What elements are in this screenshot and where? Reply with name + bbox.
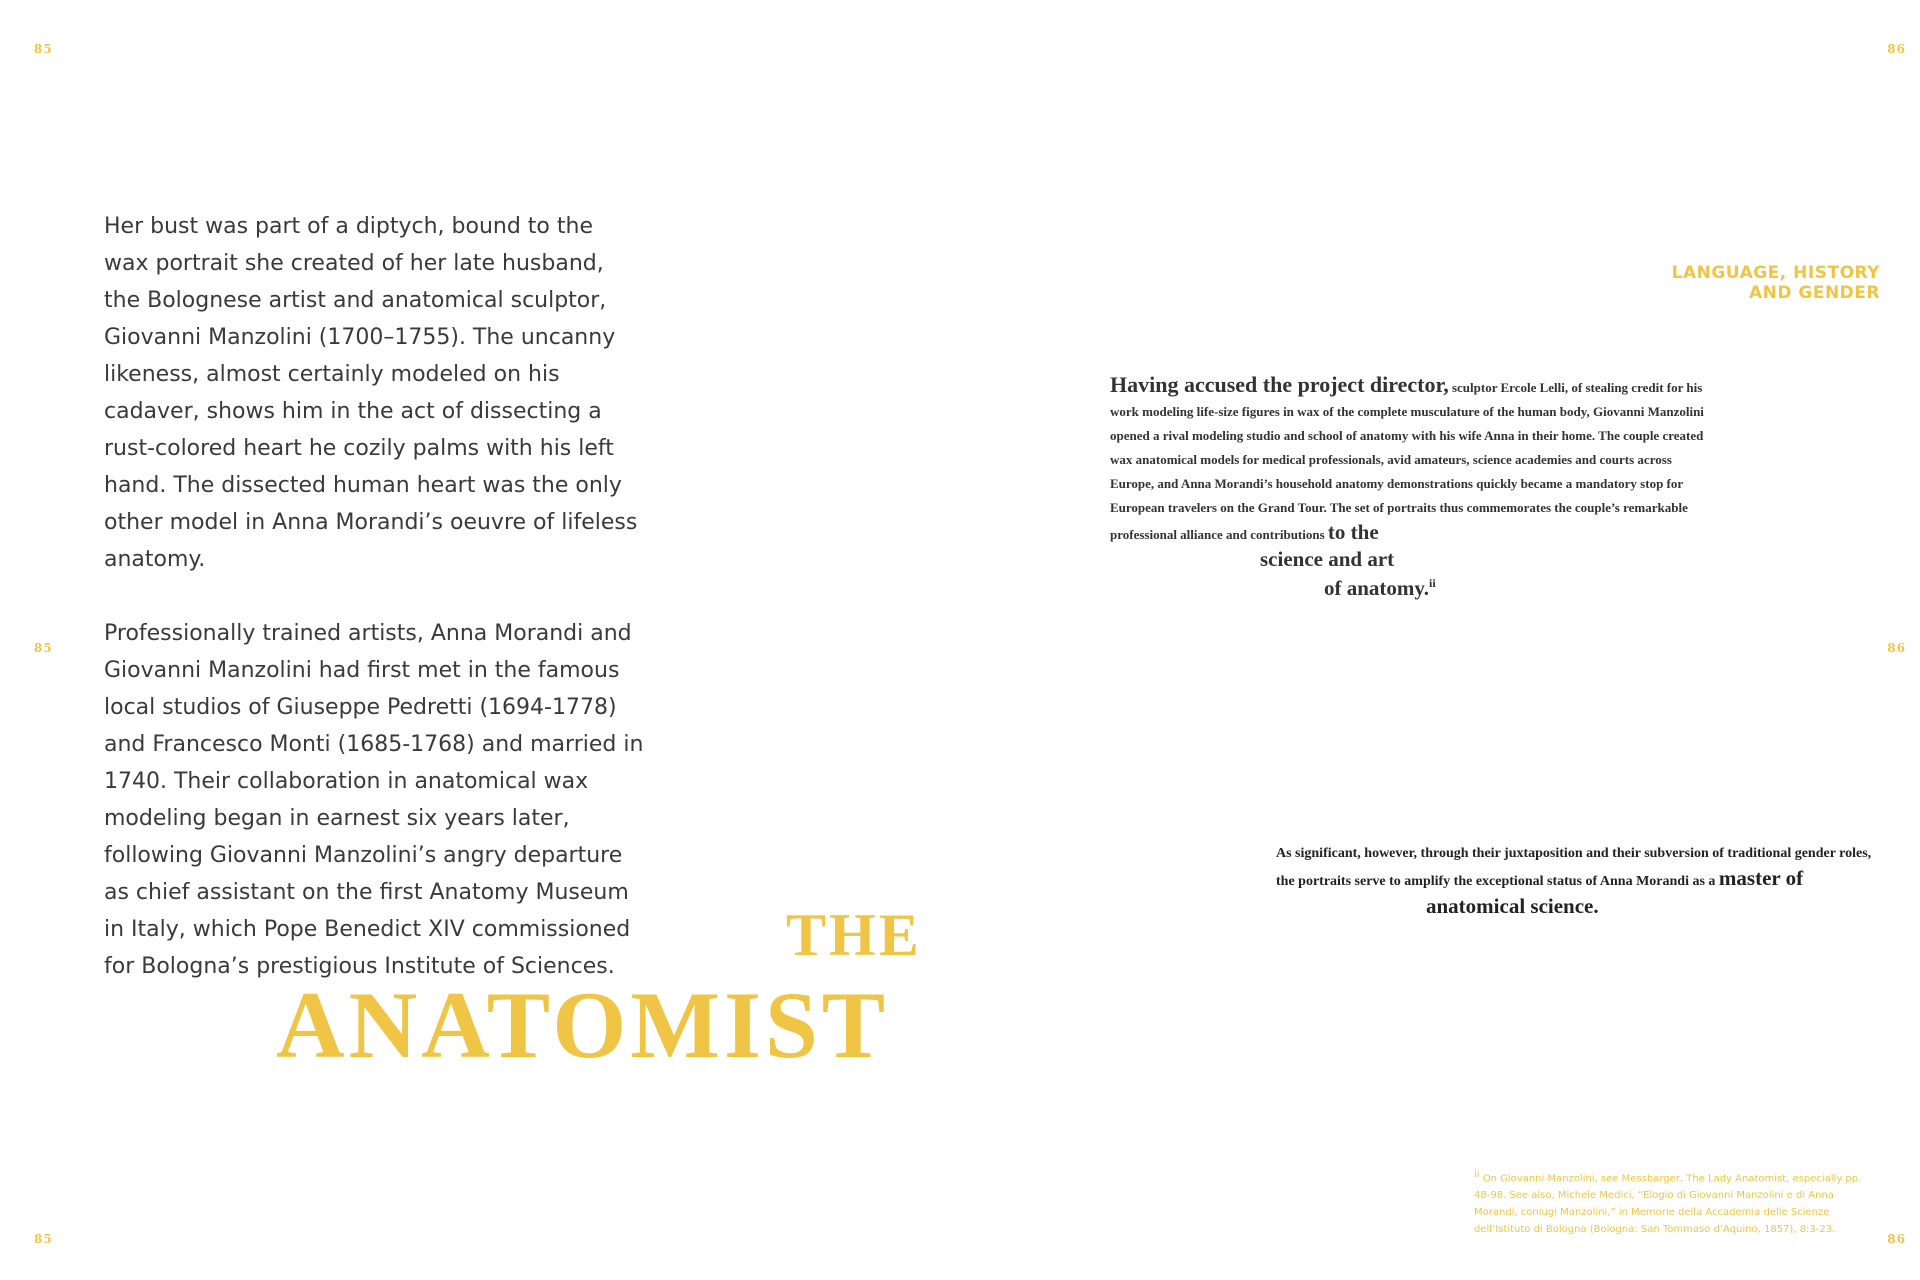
chapter-title-anatomist: ANATOMIST: [276, 972, 890, 1078]
section-label: [1672, 263, 1880, 303]
footnote-marker: ii: [1474, 1169, 1480, 1180]
pull-quote-2: [1276, 842, 1876, 918]
footnote-text: On Giovanni Manzolini, see Messbarger, The Lady Anatomist, especially pp. 48-98. See also, Michele Medici, “Elogio di Giovanni Manzolini e di Anna Morandi, coniugi Manzolini,” in Memorie della Accademia delle Scienze dell’Istituto di Bologna (Bologna: San Tommaso d’Aquino, 1857), 8:3-23.: [1474, 1173, 1862, 1236]
pull-quote-1-tail-3-text: of anatomy.: [1324, 576, 1429, 600]
body-paragraph-2: Professionally trained artists, Anna Morandi and Giovanni Manzolini had first met in the famous local studios of Giuseppe Pedretti (1694-1778) and Francesco Monti (1685-1768) and married in 1740. Their collaboration in anatomical wax modeling began in earnest six years later, following Giovanni Manzolini’s angry departure as chief assistant on the first Anatomy Museum in Italy, which Pope Benedict XIV commissioned for Bologna’s prestigious Institute of Sciences.: [104, 621, 644, 979]
body-paragraph-1: Her bust was part of a diptych, bound to the wax portrait she created of her late husband, the Bolognese artist and anatomical sculptor, Giovanni Manzolini (1700–1755). The uncanny likeness, almost certainly modeled on his cadaver, shows him in the act of dissecting a rust-colored heart he cozily palms with his left hand. The dissected human heart was the only other model in Anna Morandi’s oeuvre of lifeless anatomy.: [104, 214, 638, 572]
folio-left-top: 85: [34, 42, 53, 56]
footnote: [1474, 1166, 1874, 1238]
folio-right-middle: 86: [1887, 641, 1906, 655]
pull-quote-1: [1110, 372, 1710, 600]
chapter-title-the: THE: [786, 902, 922, 968]
folio-left-middle: 85: [34, 641, 53, 655]
section-label-line-2: AND GENDER: [1748, 283, 1880, 303]
pull-quote-1-tail-3: [1324, 571, 1710, 600]
footnote-reference[interactable]: ii: [1429, 576, 1436, 590]
left-page-body: [104, 208, 644, 1022]
pull-quote-2-tail-1: master of: [1718, 866, 1804, 890]
section-label-line-1: LANGUAGE, HISTORY: [1671, 263, 1880, 283]
folio-right-top: 86: [1887, 42, 1906, 56]
folio-right-bottom: 86: [1887, 1232, 1906, 1246]
pull-quote-1-lead: Having accused the project director,: [1110, 372, 1449, 397]
pull-quote-1-body: sculptor Ercole Lelli, of stealing credit for his work modeling life-size figures in wax of the complete musculature of the human body, Giovanni Manzolini opened a rival modeling studio and school of anatomy with his wife Anna in their home. The couple created wax anatomical models for medical professionals, avid amateurs, science academies and courts across Europe, and Anna Morandi’s household anatomy demonstrations quickly became a mandatory stop for European travelers on the Grand Tour. The set of portraits thus commemorates the couple’s remarkable professional alliance and contributions: [1110, 380, 1704, 542]
pull-quote-1-tail-1: to the: [1327, 520, 1379, 544]
folio-left-bottom: 85: [34, 1232, 53, 1246]
pull-quote-2-body: As significant, however, through their juxtaposition and their subversion of traditional gender roles, the portraits serve to amplify the exceptional status of Anna Morandi as a: [1276, 846, 1872, 889]
pull-quote-2-tail-2: anatomical science.: [1426, 894, 1599, 918]
pull-quote-1-tail-2: science and art: [1260, 547, 1395, 571]
